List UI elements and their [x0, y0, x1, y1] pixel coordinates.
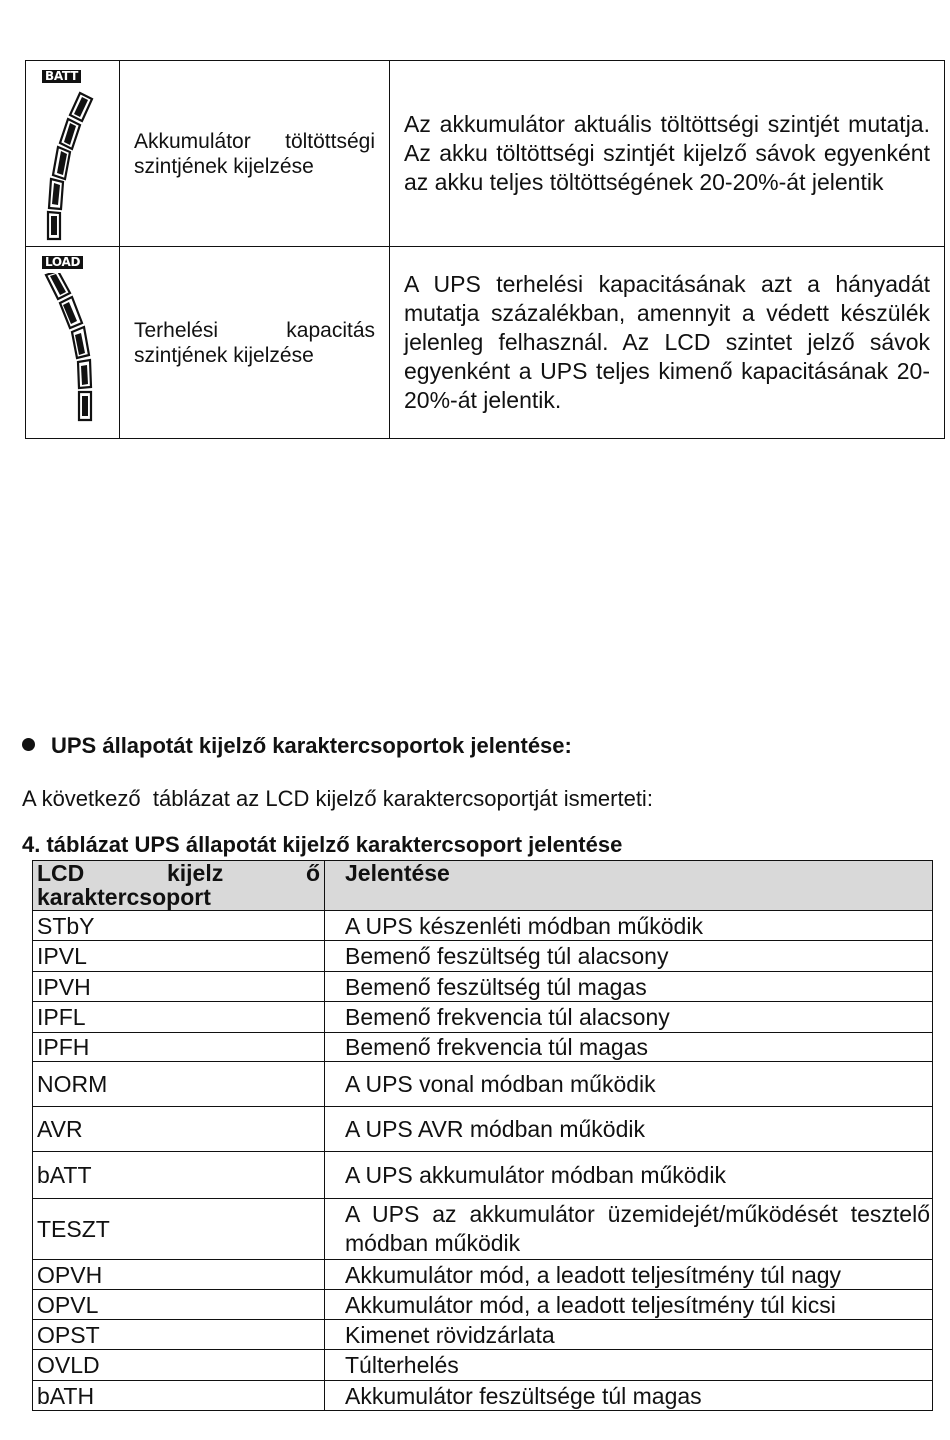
row-meaning: Akkumulátor mód, a leadott teljesítmény túl nagy — [325, 1260, 933, 1290]
battery-indicator-title: Akkumulátor töltöttségi szintjének kijelzése — [120, 61, 390, 247]
table-row — [33, 1033, 933, 1062]
row-code: bATH — [33, 1381, 325, 1411]
load-lcd-label: LOAD — [42, 256, 83, 269]
table-row — [33, 911, 933, 941]
battery-icon-cell — [26, 61, 120, 247]
table-row — [33, 1320, 933, 1350]
row-meaning: A UPS készenléti módban működik — [325, 911, 933, 941]
row-meaning: A UPS akkumulátor módban működik — [325, 1152, 933, 1199]
table-row — [33, 1350, 933, 1381]
section-heading — [22, 733, 572, 759]
row-meaning: Bemenő frekvencia túl magas — [325, 1033, 933, 1062]
row-code: OPVH — [33, 1260, 325, 1290]
row-code: AVR — [33, 1107, 325, 1152]
table-caption: 4. táblázat UPS állapotát kijelző karaktercsoport jelentése — [22, 832, 623, 857]
indicator-table — [25, 60, 945, 439]
table-row — [33, 1062, 933, 1107]
row-code: bATT — [33, 1152, 325, 1199]
table-row — [33, 1107, 933, 1152]
row-code: IPFL — [33, 1002, 325, 1033]
table-row — [33, 1199, 933, 1260]
row-meaning: Bemenő feszültség túl magas — [325, 972, 933, 1002]
row-meaning: Kimenet rövidzárlata — [325, 1320, 933, 1350]
battery-level-bars-icon — [36, 91, 106, 251]
load-icon-cell — [26, 247, 120, 439]
section-heading-text: UPS állapotát kijelző karaktercsoportok jelentése: — [51, 733, 572, 758]
table-row — [33, 1381, 933, 1411]
row-meaning: A UPS AVR módban működik — [325, 1107, 933, 1152]
table-row — [33, 1002, 933, 1033]
header-meaning: Jelentése — [325, 861, 933, 911]
row-code: OPST — [33, 1320, 325, 1350]
row-code: OVLD — [33, 1350, 325, 1381]
load-indicator-title: Terhelési kapacitás szintjének kijelzése — [120, 247, 390, 439]
header-code: LCD kijelz ő karaktercsoport — [33, 861, 325, 911]
table-row — [33, 1152, 933, 1199]
row-meaning: A UPS az akkumulátor üzemidejét/működését tesztelő módban működik — [325, 1199, 933, 1260]
row-code: OPVL — [33, 1290, 325, 1320]
row-meaning: Akkumulátor mód, a leadott teljesítmény túl kicsi — [325, 1290, 933, 1320]
table-row — [33, 1290, 933, 1320]
row-meaning: A UPS vonal módban működik — [325, 1062, 933, 1107]
indicator-row-load — [26, 247, 945, 439]
load-indicator-description: A UPS terhelési kapacitásának azt a hányadát mutatja százalékban, amennyit a védett készülék jelenleg felhasznál. Az LCD szintet jelző sávok egyenként a UPS teljes kimenő kapacitásának 20-20%-át jelentik. — [390, 247, 945, 439]
row-meaning: Bemenő frekvencia túl alacsony — [325, 1002, 933, 1033]
row-code: TESZT — [33, 1199, 325, 1260]
table-row — [33, 1260, 933, 1290]
indicator-row-battery — [26, 61, 945, 247]
section-intro: A következő táblázat az LCD kijelző karaktercsoportját ismerteti: — [22, 786, 653, 811]
table-row — [33, 941, 933, 972]
row-code: NORM — [33, 1062, 325, 1107]
row-code: IPVL — [33, 941, 325, 972]
row-meaning: Túlterhelés — [325, 1350, 933, 1381]
row-meaning: Akkumulátor feszültsége túl magas — [325, 1381, 933, 1411]
battery-indicator-description: Az akkumulátor aktuális töltöttségi szintjét mutatja. Az akku töltöttségi szintjét kijelző sávok egyenként az akku teljes töltöttségének 20-20%-át jelentik — [390, 61, 945, 247]
load-level-bars-icon — [36, 273, 106, 433]
row-code: IPFH — [33, 1033, 325, 1062]
row-code: IPVH — [33, 972, 325, 1002]
row-meaning: Bemenő feszültség túl alacsony — [325, 941, 933, 972]
table-row — [33, 972, 933, 1002]
row-code: STbY — [33, 911, 325, 941]
code-table-header-row — [33, 861, 933, 911]
batt-lcd-label: BATT — [42, 70, 81, 83]
lcd-code-table — [32, 860, 933, 1411]
bullet-icon — [22, 738, 35, 751]
